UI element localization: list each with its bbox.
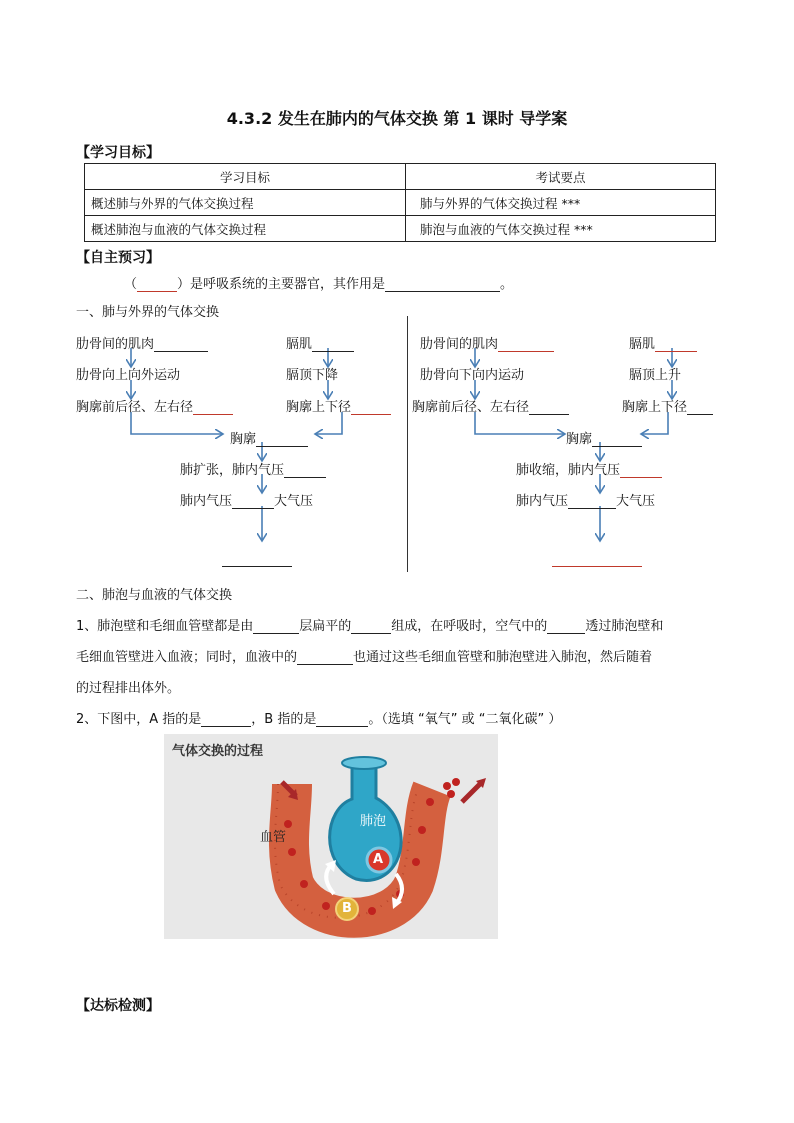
q1-line1 <box>76 615 663 634</box>
right-dia-move: 膈顶上升 <box>629 368 682 383</box>
intro-mid: ）是呼吸系统的主要器官，其作用是 <box>177 277 386 292</box>
text: 组成，在呼吸时，空气中的 <box>391 619 548 634</box>
left-chest-ud <box>286 396 391 415</box>
left-dia-move: 膈顶下降 <box>286 368 339 383</box>
table-cell: 概述肺与外界的气体交换过程 <box>85 190 406 216</box>
label: 肋骨间的肌肉 <box>420 337 499 352</box>
table-header: 学习目标 <box>85 164 406 190</box>
blank[interactable] <box>201 712 251 727</box>
blank[interactable] <box>620 463 662 478</box>
right-chest <box>566 428 642 447</box>
blank[interactable] <box>351 619 391 634</box>
right-chest-ud <box>622 396 713 415</box>
blank[interactable] <box>529 400 569 415</box>
right-diaphragm <box>629 333 697 352</box>
blank[interactable] <box>316 712 368 727</box>
table-header: 考试要点 <box>406 164 716 190</box>
label-a: A <box>373 852 384 867</box>
table-cell: 概述肺泡与血液的气体交换过程 <box>85 216 406 242</box>
blank[interactable] <box>312 337 354 352</box>
label: 胸廓上下径 <box>286 400 352 415</box>
text: 也通过这些毛细血管壁和肺泡壁进入肺泡，然后随着 <box>353 650 653 665</box>
blank[interactable] <box>687 400 713 415</box>
q2-line <box>76 708 561 727</box>
left-chest-fb <box>76 396 233 415</box>
right-pressure <box>516 490 655 509</box>
text: 。（选填 “氧气” 或 “二氧化碳” ） <box>368 712 562 727</box>
label-alveolus: 肺泡 <box>360 814 387 829</box>
section-preview: 【自主预习】 <box>76 250 160 266</box>
label: 胸廓上下径 <box>622 400 688 415</box>
q1-line3: 的过程排出体外。 <box>76 681 181 696</box>
divider <box>407 316 408 572</box>
label-vessel: 血管 <box>260 830 287 845</box>
page-title: 4.3.2 发生在肺内的气体交换 第 1 课时 导学案 <box>226 109 568 128</box>
label: 膈肌 <box>629 337 656 352</box>
section-objectives: 【学习目标】 <box>76 145 160 161</box>
label: 肺内气压 <box>516 494 569 509</box>
part2-heading: 二、肺泡与血液的气体交换 <box>76 588 233 603</box>
right-rib-move: 肋骨向下向内运动 <box>420 368 525 383</box>
blank[interactable] <box>232 494 274 509</box>
left-pressure <box>180 490 313 509</box>
left-diaphragm <box>286 333 354 352</box>
label: 胸廓前后径、左右径 <box>412 400 530 415</box>
gas-exchange-illustration <box>164 734 498 939</box>
part1-heading: 一、肺与外界的气体交换 <box>76 305 220 320</box>
q1-line2 <box>76 646 652 665</box>
left-rib-move: 肋骨向上向外运动 <box>76 368 181 383</box>
blank[interactable] <box>592 432 642 447</box>
right-lung <box>516 459 662 478</box>
label: 大气压 <box>616 494 656 509</box>
label: 膈肌 <box>286 337 313 352</box>
blank[interactable] <box>568 494 616 509</box>
label: 大气压 <box>274 494 314 509</box>
right-rib-muscle <box>420 333 554 352</box>
gas-exchange-figure <box>164 734 498 939</box>
left-chest <box>230 428 308 447</box>
intro-end: 。 <box>500 277 514 292</box>
figure-title: 气体交换的过程 <box>172 744 264 759</box>
left-rib-muscle <box>76 333 208 352</box>
label: 胸廓 <box>566 432 593 447</box>
label-b: B <box>342 901 352 916</box>
text: 毛细血管壁进入血液；同时，血液中的 <box>76 650 298 665</box>
label: 肺扩张，肺内气压 <box>180 463 285 478</box>
text: 1、肺泡壁和毛细血管壁都是由 <box>76 619 254 634</box>
right-result-blank[interactable] <box>552 553 642 567</box>
blank[interactable] <box>154 337 208 352</box>
left-lung <box>180 459 326 478</box>
blank[interactable] <box>547 619 585 634</box>
label: 胸廓前后径、左右径 <box>76 400 194 415</box>
label: 胸廓 <box>230 432 257 447</box>
left-result-blank[interactable] <box>222 553 292 567</box>
table-cell: 肺泡与血液的气体交换过程 *** <box>406 216 716 242</box>
blank[interactable] <box>498 337 554 352</box>
blank[interactable] <box>284 463 326 478</box>
blank[interactable] <box>297 650 353 665</box>
blank[interactable] <box>256 432 308 447</box>
blank[interactable] <box>655 337 697 352</box>
label: 肋骨间的肌肉 <box>76 337 155 352</box>
right-chest-fb <box>412 396 569 415</box>
text: 透过肺泡壁和 <box>585 619 664 634</box>
table-cell: 肺与外界的气体交换过程 *** <box>406 190 716 216</box>
blank[interactable] <box>193 400 233 415</box>
text: ，B 指的是 <box>251 712 317 727</box>
blank[interactable] <box>253 619 299 634</box>
label: 肺内气压 <box>180 494 233 509</box>
intro-open: （ <box>124 277 138 292</box>
blank[interactable] <box>351 400 391 415</box>
text: 层扁平的 <box>299 619 352 634</box>
text: 2、下图中，A 指的是 <box>76 712 202 727</box>
section-check: 【达标检测】 <box>76 998 160 1014</box>
label: 肺收缩，肺内气压 <box>516 463 621 478</box>
